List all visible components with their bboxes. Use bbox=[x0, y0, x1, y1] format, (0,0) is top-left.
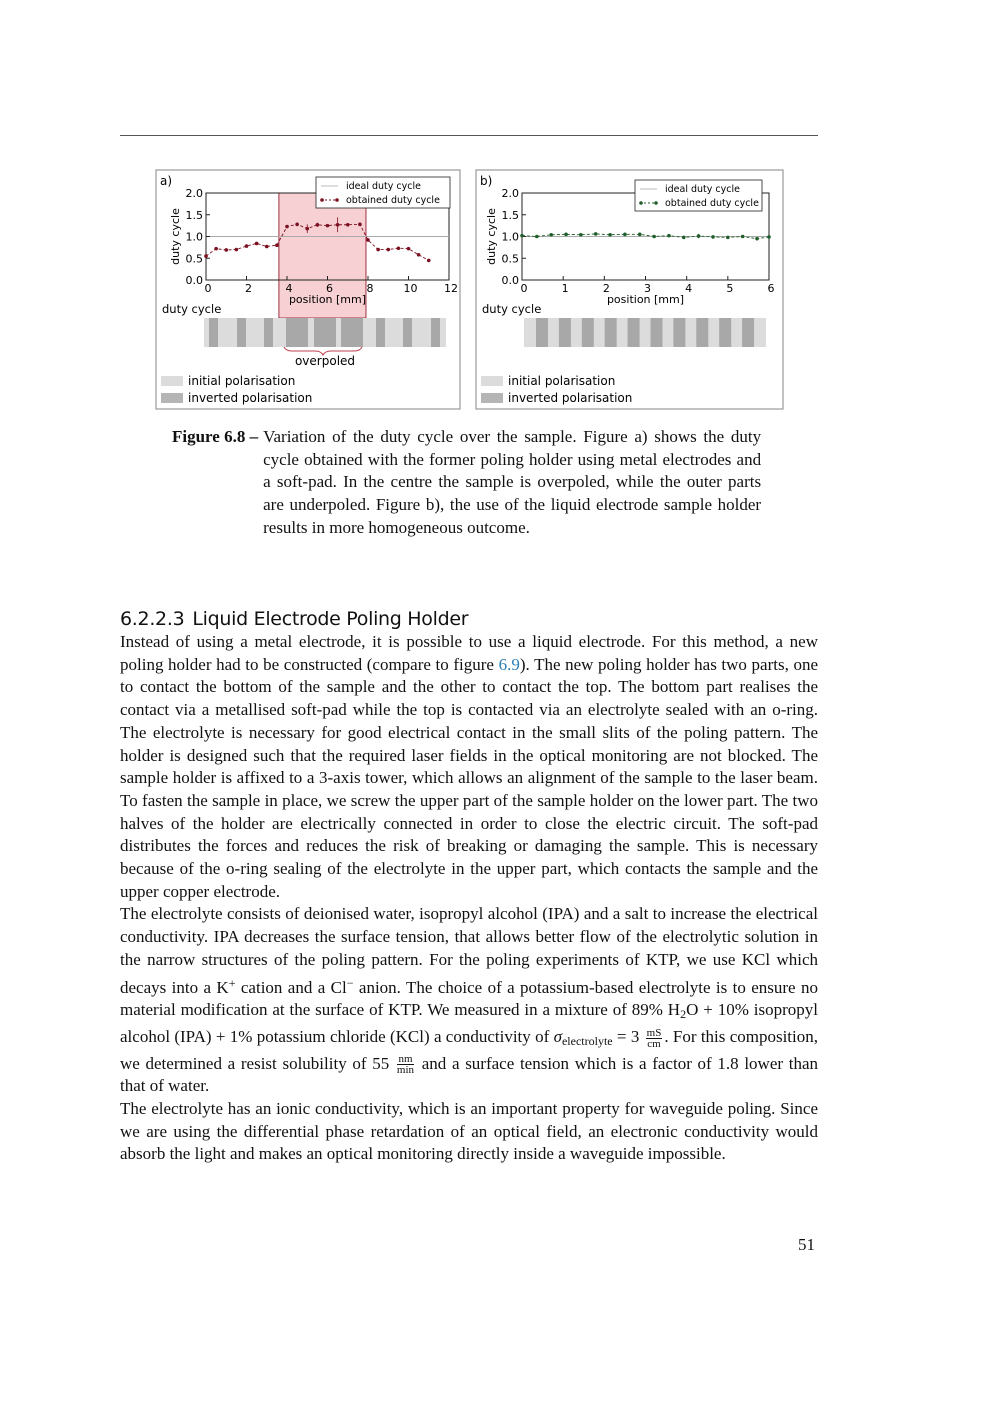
legend-initial-swatch bbox=[481, 376, 503, 386]
data-point bbox=[366, 238, 370, 242]
x-tick-label: 0 bbox=[204, 282, 212, 295]
y-tick-label: 1.0 bbox=[185, 230, 203, 244]
text: cation and a Cl bbox=[235, 977, 347, 997]
x-tick-label: 3 bbox=[644, 282, 651, 295]
section-heading bbox=[120, 608, 468, 630]
legend-marker bbox=[654, 201, 658, 205]
data-point bbox=[608, 233, 612, 237]
text: O + 10% isopropyl alcohol (IPA) + 1% potassium chloride (KCl) a conductivity of bbox=[120, 1000, 818, 1046]
x-tick-label: 6 bbox=[326, 282, 333, 295]
paragraph-3: The electrolyte has an ionic conductivity, which is an important property for waveguide poling. Since we are using the differential phase retardation of an optical field, an electronic conductivity would absorb the light and makes an optical monitoring directly inside a waveguide impossible. bbox=[120, 1099, 818, 1164]
text: The electrolyte consists of deionised water, isopropyl alcohol (IPA) and a salt to increase the electrical conductivity. IPA decreases the surface tension, that allows better flow of the electrolytic solution in the narrow structures of the poling pattern. For the poling experiments of KTP, we use KCl which decays into a K bbox=[120, 904, 818, 997]
data-point bbox=[316, 223, 320, 227]
data-point bbox=[275, 243, 279, 247]
data-point bbox=[549, 233, 553, 237]
y-tick-label: 1.0 bbox=[501, 230, 519, 244]
data-point bbox=[726, 236, 730, 240]
text: . For this composition, we determined a resist solubility of 55 bbox=[120, 1026, 818, 1073]
inverted-domain bbox=[286, 318, 308, 347]
y-tick-label: 0.5 bbox=[501, 252, 519, 266]
data-point bbox=[235, 248, 239, 252]
y-tick-label: 0.0 bbox=[185, 274, 203, 287]
inverted-domain bbox=[536, 318, 548, 347]
data-point bbox=[295, 223, 299, 227]
inverted-domain bbox=[742, 318, 754, 347]
inverted-domain bbox=[719, 318, 731, 347]
x-tick-label: 10 bbox=[403, 282, 418, 295]
paragraph-2 bbox=[120, 903, 818, 1098]
data-point bbox=[579, 233, 583, 237]
data-point bbox=[376, 248, 380, 252]
panel-label: b) bbox=[480, 174, 493, 188]
superscript: − bbox=[346, 975, 354, 990]
data-point bbox=[214, 247, 218, 251]
legend-inverted-label: inverted polarisation bbox=[508, 391, 633, 405]
data-point bbox=[224, 248, 228, 252]
data-point bbox=[535, 235, 539, 239]
superscript: + bbox=[228, 975, 236, 990]
overpoled-label: overpoled bbox=[294, 354, 356, 368]
section-title: Liquid Electrode Poling Holder bbox=[192, 607, 469, 630]
legend-marker bbox=[320, 198, 324, 202]
inverted-domain bbox=[376, 318, 385, 347]
inverted-domain bbox=[403, 318, 412, 347]
numerator: mS bbox=[646, 1026, 662, 1039]
x-axis-label: position [mm] bbox=[288, 293, 367, 306]
x-tick-label: 2 bbox=[602, 282, 610, 295]
data-point bbox=[741, 235, 745, 239]
legend-ideal-label: ideal duty cycle bbox=[346, 181, 421, 192]
x-axis-label: position [mm] bbox=[606, 293, 685, 306]
legend-obtained-label: obtained duty cycle bbox=[346, 195, 440, 206]
inverted-domain bbox=[237, 318, 246, 347]
inverted-domain bbox=[673, 318, 685, 347]
data-point bbox=[623, 233, 627, 237]
chart-panel-b bbox=[476, 170, 783, 409]
strip-label: duty cycle bbox=[482, 302, 542, 316]
data-point bbox=[204, 254, 208, 258]
denominator: min bbox=[396, 1064, 415, 1077]
inverted-domain bbox=[605, 318, 617, 347]
x-tick-label: 8 bbox=[366, 282, 374, 295]
legend-marker bbox=[639, 201, 643, 205]
legend-ideal-label: ideal duty cycle bbox=[665, 184, 740, 195]
fraction-ms-cm bbox=[646, 1028, 663, 1049]
y-tick-label: 0.0 bbox=[501, 274, 519, 287]
y-tick-label: 0.5 bbox=[185, 252, 203, 266]
strip-label: duty cycle bbox=[162, 302, 222, 316]
data-point bbox=[358, 223, 362, 227]
caption-label: Figure 6.8 – bbox=[172, 427, 259, 446]
sigma-symbol: σ bbox=[553, 1026, 562, 1046]
legend-marker bbox=[335, 198, 339, 202]
figure-caption bbox=[172, 426, 772, 540]
chart-panel-a bbox=[156, 170, 460, 409]
inverted-domain bbox=[209, 318, 218, 347]
legend-obtained-label: obtained duty cycle bbox=[665, 198, 759, 209]
data-point bbox=[305, 227, 309, 231]
body-text bbox=[120, 631, 818, 1166]
denominator: cm bbox=[647, 1037, 661, 1050]
inverted-domain bbox=[264, 318, 273, 347]
y-axis-label: duty cycle bbox=[485, 208, 498, 265]
legend-initial-label: initial polarisation bbox=[188, 374, 296, 388]
inverted-domain bbox=[628, 318, 640, 347]
inverted-domain bbox=[341, 318, 363, 347]
section-number: 6.2.2.3 bbox=[120, 607, 185, 630]
text: = 3 bbox=[612, 1026, 644, 1046]
x-tick-label: 2 bbox=[245, 282, 252, 295]
data-point bbox=[417, 253, 421, 257]
data-point bbox=[711, 235, 715, 239]
y-axis-label: duty cycle bbox=[169, 208, 182, 265]
data-point bbox=[265, 245, 269, 249]
inverted-domain bbox=[651, 318, 663, 347]
x-tick-label: 0 bbox=[520, 282, 528, 295]
text: and a surface tension which is a factor of 1.8 lower than that of water. bbox=[120, 1053, 818, 1096]
data-point bbox=[697, 234, 701, 238]
data-point bbox=[667, 234, 671, 238]
x-tick-label: 5 bbox=[726, 282, 734, 295]
data-point bbox=[255, 242, 259, 246]
text: Instead of using a metal electrode, it is possible to use a liquid electrode. For this method, a new poling holder had to be constructed (compare to figure bbox=[120, 632, 818, 674]
figure-6-8 bbox=[0, 0, 1000, 420]
legend-inverted-swatch bbox=[481, 393, 503, 403]
legend-inverted-swatch bbox=[161, 393, 183, 403]
legend-inverted-label: inverted polarisation bbox=[188, 391, 313, 405]
data-point bbox=[397, 246, 401, 250]
data-point bbox=[755, 237, 759, 241]
data-point bbox=[245, 244, 249, 248]
subscript: 2 bbox=[680, 1007, 687, 1022]
data-point bbox=[638, 233, 642, 237]
x-tick-label: 6 bbox=[767, 282, 775, 295]
text: anion. The choice of a potassium-based electrolyte is to ensure no material modification at the surface of KTP. We measured in a mixture of 89% H bbox=[120, 977, 818, 1020]
paragraph-1 bbox=[120, 631, 818, 903]
data-point bbox=[407, 247, 411, 251]
legend-initial-swatch bbox=[161, 376, 183, 386]
data-point bbox=[767, 235, 771, 239]
x-tick-label: 1 bbox=[561, 282, 569, 295]
data-point bbox=[326, 224, 330, 228]
data-point bbox=[336, 223, 340, 227]
figure-link[interactable]: 6.9 bbox=[498, 654, 520, 674]
inverted-domain bbox=[314, 318, 336, 347]
numerator: nm bbox=[398, 1053, 413, 1066]
subscript: electrolyte bbox=[561, 1033, 613, 1048]
fraction-nm-min bbox=[397, 1054, 414, 1075]
data-point bbox=[594, 232, 598, 236]
text: ). The new poling holder has two parts, one to contact the bottom of the sample and the other to contact the top. The bottom part realises the contact via a metallised soft-pad while the top is contacted via an electrolyte sealed with an o-ring. The electrolyte is necessary for good electrical contact in the small slits of the poling pattern. The holder is designed such that the required laser fields in the optical monitoring are not blocked. The sample holder is affixed to a 3-axis tower, which allows an alignment of the sample to the laser beam. To fasten the sample in place, we screw the upper part of the sample holder on the lower part. The two halves of the holder are electrically connected in order to close the electric circuit. The soft-pad distributes the forces and reduces the risk of breaking or damaging the sample. This is necessary because of the o-ring sealing of the electrolyte in the upper part, which contacts the sample and the upper copper electrode. bbox=[120, 654, 819, 901]
caption-text: Variation of the duty cycle over the sample. Figure a) shows the duty cycle obtained with the former poling holder using metal electrodes and a soft-pad. In the centre the sample is overpoled, while the outer parts are underpoled. Figure b), the use of the liquid electrode sample holder results in more homogeneous outcome. bbox=[263, 427, 762, 537]
data-point bbox=[652, 235, 656, 239]
inverted-domain bbox=[431, 318, 440, 347]
y-tick-label: 2.0 bbox=[501, 187, 519, 200]
data-point bbox=[682, 236, 686, 240]
page-number: 51 bbox=[798, 1235, 815, 1254]
y-tick-label: 1.5 bbox=[185, 208, 203, 222]
data-point bbox=[520, 234, 524, 238]
data-point bbox=[427, 259, 431, 263]
inverted-domain bbox=[559, 318, 571, 347]
data-point bbox=[386, 248, 390, 252]
x-tick-label: 4 bbox=[685, 282, 693, 295]
data-point bbox=[285, 225, 289, 229]
inverted-domain bbox=[696, 318, 708, 347]
y-tick-label: 2.0 bbox=[185, 187, 203, 200]
inverted-domain bbox=[582, 318, 594, 347]
data-point bbox=[346, 223, 350, 227]
panel-label: a) bbox=[160, 174, 173, 188]
legend-initial-label: initial polarisation bbox=[508, 374, 616, 388]
data-point bbox=[564, 233, 568, 237]
x-tick-label: 4 bbox=[285, 282, 293, 295]
x-tick-label: 12 bbox=[444, 282, 458, 295]
y-tick-label: 1.5 bbox=[501, 208, 519, 222]
